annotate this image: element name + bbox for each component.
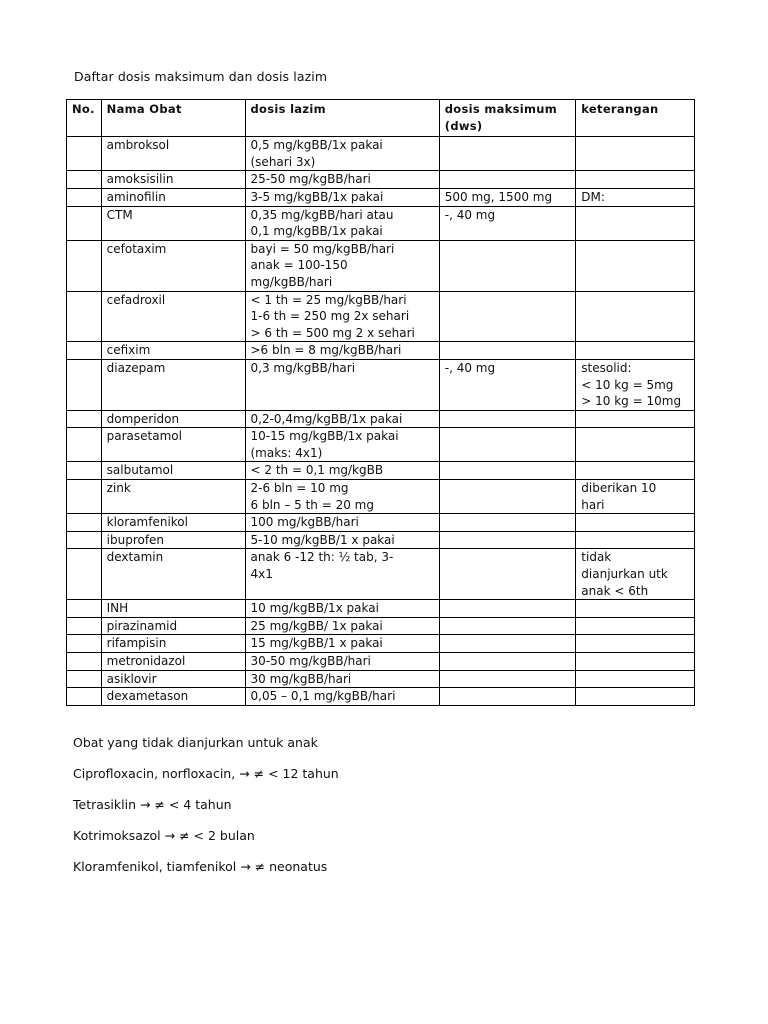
cell-nama-obat: ambroksol [101, 137, 245, 171]
cell-dosis-lazim: 2-6 bln = 10 mg 6 bln – 5 th = 20 mg [245, 480, 439, 514]
cell-nama-obat: parasetamol [101, 428, 245, 462]
table-row [67, 549, 695, 600]
cell-dosis-lazim: 25 mg/kgBB/ 1x pakai [245, 617, 439, 635]
cell-dosis-maksimum [439, 137, 576, 171]
cell-nama-obat: cefotaxim [101, 240, 245, 291]
cell-nama-obat: amoksisilin [101, 171, 245, 189]
cell-nama-obat: metronidazol [101, 653, 245, 671]
cell-dosis-maksimum [439, 171, 576, 189]
table-row [67, 617, 695, 635]
cell-keterangan [576, 428, 695, 462]
cell-nama-obat: aminofilin [101, 188, 245, 206]
cell-dosis-lazim: 30-50 mg/kgBB/hari [245, 653, 439, 671]
table-row [67, 428, 695, 462]
table-row [67, 206, 695, 240]
cell-dosis-lazim: 5-10 mg/kgBB/1 x pakai [245, 531, 439, 549]
cell-dosis-maksimum [439, 600, 576, 618]
cell-no [67, 428, 102, 462]
cell-no [67, 600, 102, 618]
table-row [67, 653, 695, 671]
cell-dosis-lazim: 10-15 mg/kgBB/1x pakai (maks: 4x1) [245, 428, 439, 462]
cell-no [67, 653, 102, 671]
cell-dosis-maksimum [439, 688, 576, 706]
cell-dosis-maksimum [439, 670, 576, 688]
cell-nama-obat: asiklovir [101, 670, 245, 688]
cell-keterangan [576, 137, 695, 171]
cell-nama-obat: kloramfenikol [101, 514, 245, 532]
cell-dosis-maksimum [439, 653, 576, 671]
cell-no [67, 480, 102, 514]
notes-heading: Obat yang tidak dianjurkan untuk anak [73, 735, 318, 750]
cell-keterangan [576, 291, 695, 342]
note-line: Tetrasiklin → ≠ < 4 tahun [73, 797, 232, 812]
cell-keterangan [576, 410, 695, 428]
note-line: Kotrimoksazol → ≠ < 2 bulan [73, 828, 255, 843]
cell-keterangan [576, 462, 695, 480]
document-title: Daftar dosis maksimum dan dosis lazim [74, 69, 328, 84]
cell-keterangan [576, 617, 695, 635]
table-row [67, 480, 695, 514]
header-keterangan: keterangan [576, 100, 695, 137]
cell-keterangan [576, 171, 695, 189]
cell-no [67, 359, 102, 410]
table-body [67, 137, 695, 706]
notes-section [73, 735, 339, 890]
cell-nama-obat: ibuprofen [101, 531, 245, 549]
cell-no [67, 549, 102, 600]
cell-dosis-lazim: 3-5 mg/kgBB/1x pakai [245, 188, 439, 206]
cell-dosis-lazim: 10 mg/kgBB/1x pakai [245, 600, 439, 618]
cell-no [67, 462, 102, 480]
cell-nama-obat: zink [101, 480, 245, 514]
cell-dosis-lazim: 100 mg/kgBB/hari [245, 514, 439, 532]
table-row [67, 188, 695, 206]
cell-keterangan: tidak dianjurkan utk anak < 6th [576, 549, 695, 600]
cell-dosis-maksimum: 500 mg, 1500 mg [439, 188, 576, 206]
table-row [67, 240, 695, 291]
table-header-row [67, 100, 695, 137]
cell-nama-obat: pirazinamid [101, 617, 245, 635]
cell-keterangan [576, 635, 695, 653]
cell-dosis-maksimum [439, 291, 576, 342]
table-row [67, 531, 695, 549]
cell-nama-obat: dexametason [101, 688, 245, 706]
cell-no [67, 688, 102, 706]
cell-dosis-lazim: >6 bln = 8 mg/kgBB/hari [245, 342, 439, 360]
table-row [67, 342, 695, 360]
table-row [67, 514, 695, 532]
cell-dosis-lazim: 0,5 mg/kgBB/1x pakai (sehari 3x) [245, 137, 439, 171]
cell-dosis-lazim: 30 mg/kgBB/hari [245, 670, 439, 688]
table-row [67, 359, 695, 410]
cell-keterangan [576, 688, 695, 706]
cell-dosis-lazim: anak 6 -12 th: ½ tab, 3- 4x1 [245, 549, 439, 600]
cell-keterangan [576, 240, 695, 291]
cell-dosis-lazim: 0,3 mg/kgBB/hari [245, 359, 439, 410]
table-row [67, 670, 695, 688]
table-row [67, 410, 695, 428]
cell-dosis-lazim: < 2 th = 0,1 mg/kgBB [245, 462, 439, 480]
cell-dosis-lazim: 0,2-0,4mg/kgBB/1x pakai [245, 410, 439, 428]
cell-dosis-lazim: 15 mg/kgBB/1 x pakai [245, 635, 439, 653]
cell-keterangan [576, 342, 695, 360]
cell-nama-obat: salbutamol [101, 462, 245, 480]
cell-no [67, 206, 102, 240]
cell-dosis-lazim: 25-50 mg/kgBB/hari [245, 171, 439, 189]
cell-keterangan: DM: [576, 188, 695, 206]
header-dosis-maksimum: dosis maksimum (dws) [439, 100, 576, 137]
table-row [67, 688, 695, 706]
cell-no [67, 635, 102, 653]
cell-keterangan [576, 514, 695, 532]
cell-nama-obat: dextamin [101, 549, 245, 600]
cell-dosis-maksimum [439, 342, 576, 360]
cell-no [67, 670, 102, 688]
table-row [67, 635, 695, 653]
cell-dosis-maksimum [439, 462, 576, 480]
header-no: No. [67, 100, 102, 137]
cell-no [67, 171, 102, 189]
cell-no [67, 342, 102, 360]
cell-no [67, 531, 102, 549]
cell-no [67, 617, 102, 635]
cell-keterangan: diberikan 10 hari [576, 480, 695, 514]
cell-dosis-maksimum: -, 40 mg [439, 206, 576, 240]
cell-keterangan: stesolid: < 10 kg = 5mg > 10 kg = 10mg [576, 359, 695, 410]
cell-keterangan [576, 670, 695, 688]
cell-nama-obat: rifampisin [101, 635, 245, 653]
cell-dosis-maksimum [439, 480, 576, 514]
cell-nama-obat: domperidon [101, 410, 245, 428]
table-row [67, 462, 695, 480]
cell-dosis-lazim: bayi = 50 mg/kgBB/hari anak = 100-150 mg/kgBB/hari [245, 240, 439, 291]
cell-nama-obat: INH [101, 600, 245, 618]
cell-nama-obat: CTM [101, 206, 245, 240]
dose-table [66, 99, 695, 706]
cell-nama-obat: diazepam [101, 359, 245, 410]
cell-dosis-maksimum [439, 617, 576, 635]
cell-no [67, 410, 102, 428]
cell-dosis-maksimum [439, 240, 576, 291]
cell-dosis-maksimum [439, 549, 576, 600]
cell-dosis-maksimum [439, 410, 576, 428]
cell-no [67, 240, 102, 291]
header-nama-obat: Nama Obat [101, 100, 245, 137]
table-row [67, 291, 695, 342]
cell-nama-obat: cefixim [101, 342, 245, 360]
header-dosis-lazim: dosis lazim [245, 100, 439, 137]
note-line: Ciprofloxacin, norfloxacin, → ≠ < 12 tahun [73, 766, 339, 781]
cell-dosis-maksimum [439, 635, 576, 653]
cell-dosis-maksimum: -, 40 mg [439, 359, 576, 410]
cell-no [67, 291, 102, 342]
cell-dosis-lazim: 0,35 mg/kgBB/hari atau 0,1 mg/kgBB/1x pakai [245, 206, 439, 240]
cell-dosis-maksimum [439, 428, 576, 462]
cell-dosis-maksimum [439, 531, 576, 549]
table-row [67, 171, 695, 189]
cell-no [67, 188, 102, 206]
table-row [67, 137, 695, 171]
cell-dosis-lazim: 0,05 – 0,1 mg/kgBB/hari [245, 688, 439, 706]
cell-keterangan [576, 600, 695, 618]
cell-dosis-maksimum [439, 514, 576, 532]
cell-nama-obat: cefadroxil [101, 291, 245, 342]
table-row [67, 600, 695, 618]
note-line: Kloramfenikol, tiamfenikol → ≠ neonatus [73, 859, 328, 874]
cell-no [67, 137, 102, 171]
cell-keterangan [576, 653, 695, 671]
cell-keterangan [576, 531, 695, 549]
cell-no [67, 514, 102, 532]
cell-keterangan [576, 206, 695, 240]
cell-dosis-lazim: < 1 th = 25 mg/kgBB/hari 1-6 th = 250 mg 2x sehari > 6 th = 500 mg 2 x sehari [245, 291, 439, 342]
